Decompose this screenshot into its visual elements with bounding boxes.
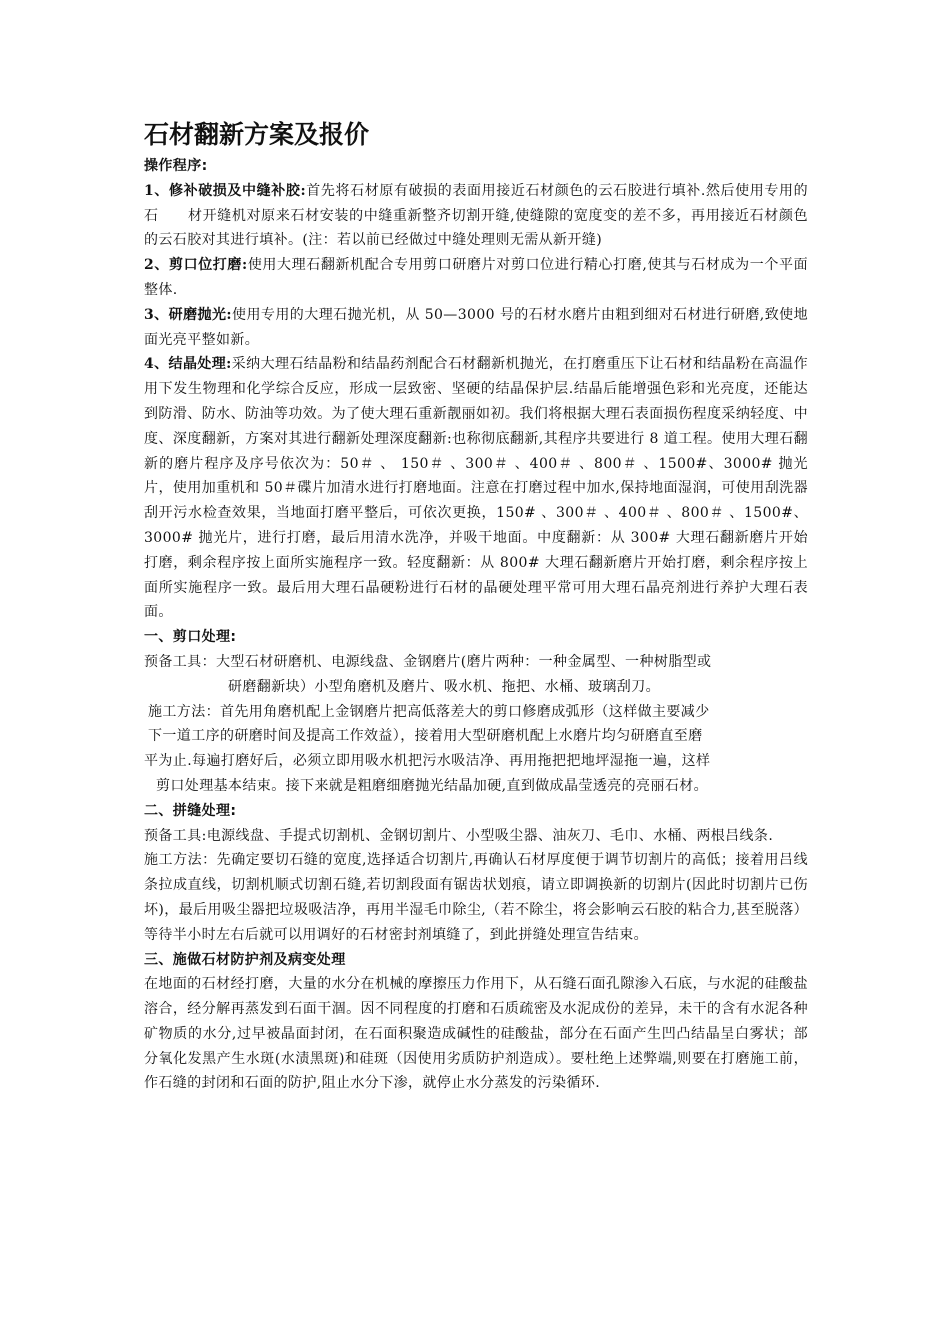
section-1-method-line2: 下一道工序的研磨时间及提高工作效益），接着用大型研磨机配上水磨片均匀研磨直至磨 bbox=[148, 728, 703, 745]
step-4-text: 采纳大理石结晶粉和结晶药剂配合石材翻新机抛光，在打磨重压下让石材和结晶粉在高温作用下发生物理和化学综合反应，形成一层致密、坚硬的结晶保护层.结晶后能增强色彩和光亮度，还能达到防滑、防水、防油等功效。为了使大理石重新靓丽如初。我们将根据大理石表面损伤程度采纳轻度、中度、深度翻新，方案对其进行翻新处理深度翻新:也称彻底翻新,其程序共要进行 8 道工程。使用大理石翻新的磨片程序及序号依次为：50＃ 、 150＃ 、300＃ 、400＃ 、800＃ 、1500#、3000# 抛光片，使用加重机和 50＃碟片加清水进行打磨地面。注意在打磨过程中加水,保持地面湿润，可使用刮洗器刮开污水检查效果，当地面打磨平整后，可依次更换，150# 、300＃ 、400＃ 、800＃ 、1500#、3000# 抛光片，进行打磨，最后用清水洗净，并吸干地面。中度翻新：从 300# 大理石翻新磨片开始打磨，剩余程序按上面所实施程序一致。轻度翻新：从 800# 大理石翻新磨片开始打磨，剩余程序按上面所实施程序一致。最后用大理石晶硬粉进行石材的晶硬处理平常可用大理石晶亮剂进行养护大理石表面。 bbox=[144, 356, 809, 621]
step-1 bbox=[144, 179, 808, 253]
step-1-label: 1、修补破损及中缝补胶: bbox=[144, 182, 307, 199]
section-2-heading: 二、拼缝处理: bbox=[144, 802, 237, 819]
section-3-heading: 三、施做石材防护剂及病变处理 bbox=[144, 951, 346, 968]
section-1-method-line1: 施工方法：首先用角磨机配上金钢磨片把高低落差大的剪口修磨成弧形（这样做主要减少 bbox=[148, 703, 710, 720]
step-3-label: 3、研磨抛光: bbox=[144, 306, 232, 323]
step-2 bbox=[144, 253, 808, 303]
section-1-method-line4: 剪口处理基本结束。接下来就是粗磨细磨抛光结晶加硬,直到做成晶莹透亮的亮丽石材。 bbox=[156, 777, 709, 794]
step-1-text: 首先将石材原有破损的表面用接近石材颜色的云石胶进行填补.然后使用专用的石 材开缝机对原来石材安装的中缝重新整齐切割开缝,使缝隙的宽度变的差不多，再用接近石材颜色的云石胶对其进行填补。(注：若以前已经做过中缝处理则无需从新开缝) bbox=[144, 182, 808, 249]
procedure-heading: 操作程序: bbox=[144, 158, 208, 174]
section-2-method: 施工方法：先确定要切石缝的宽度,选择适合切割片,再确认石材厚度便于调节切割片的高低；接着用吕线条拉成直线，切割机顺式切割石缝,若切割段面有锯齿状划痕，请立即调换新的切割片(因此时切割片已伤坏)，最后用吸尘器把垃圾吸洁净，再用半湿毛巾除尘,（若不除尘，将会影响云石胶的粘合力,甚至脱落）等待半小时左右后就可以用调好的石材密封剂填缝了，到此拼缝处理宣告结束。 bbox=[144, 852, 808, 943]
step-3-text: 使用专用的大理石抛光机，从 50—3000 号的石材水磨片由粗到细对石材进行研磨,致使地面光亮平整如新。 bbox=[144, 306, 808, 348]
step-2-text: 使用大理石翻新机配合专用剪口研磨片对剪口位进行精心打磨,使其与石材成为一个平面整体. bbox=[144, 257, 808, 298]
section-2-tools: 预备工具:电源线盘、手提式切割机、金钢切割片、小型吸尘器、油灰刀、毛巾、水桶、两根吕线条. bbox=[144, 827, 774, 844]
section-1-method-line3: 平为止.每遍打磨好后，必须立即用吸水机把污水吸洁净、再用拖把把地坪湿拖一遍，这样 bbox=[144, 753, 711, 770]
step-4 bbox=[144, 352, 808, 625]
section-1-heading: 一、剪口处理: bbox=[144, 629, 237, 646]
step-3 bbox=[144, 303, 808, 353]
step-2-label: 2、剪口位打磨: bbox=[144, 257, 248, 274]
section-1-tools-line2: 研磨翻新块）小型角磨机及磨片、吸水机、拖把、水桶、玻璃刮刀。 bbox=[228, 678, 660, 695]
section-1-tools-label: 预备工具： bbox=[144, 653, 216, 670]
document-title: 石材翻新方案及报价 bbox=[144, 120, 370, 149]
section-1-tools-line1: 大型石材研磨机、电源线盘、金钢磨片(磨片两种：一种金属型、一种树脂型或 bbox=[216, 653, 712, 670]
section-3-text: 在地面的石材经打磨，大量的水分在机械的摩擦压力作用下，从石缝石面孔隙渗入石底，与水泥的硅酸盐溶合，经分解再蒸发到石面干涸。因不同程度的打磨和石质疏密及水泥成份的差异，未干的含有水泥各种矿物质的水分,过早被晶面封闭，在石面积聚造成碱性的硅酸盐，部分在石面产生凹凸结晶呈白雾状；部分氧化发黑产生水斑(水渍黑斑)和硅斑（因使用劣质防护剂造成）。要杜绝上述弊端,则要在打磨施工前，作石缝的封闭和石面的防护,阻止水分下渗，就停止水分蒸发的污染循环. bbox=[144, 976, 808, 1092]
step-4-label: 4、结晶处理: bbox=[144, 356, 232, 373]
document-body bbox=[144, 120, 808, 1096]
section-1-tools bbox=[144, 650, 808, 675]
